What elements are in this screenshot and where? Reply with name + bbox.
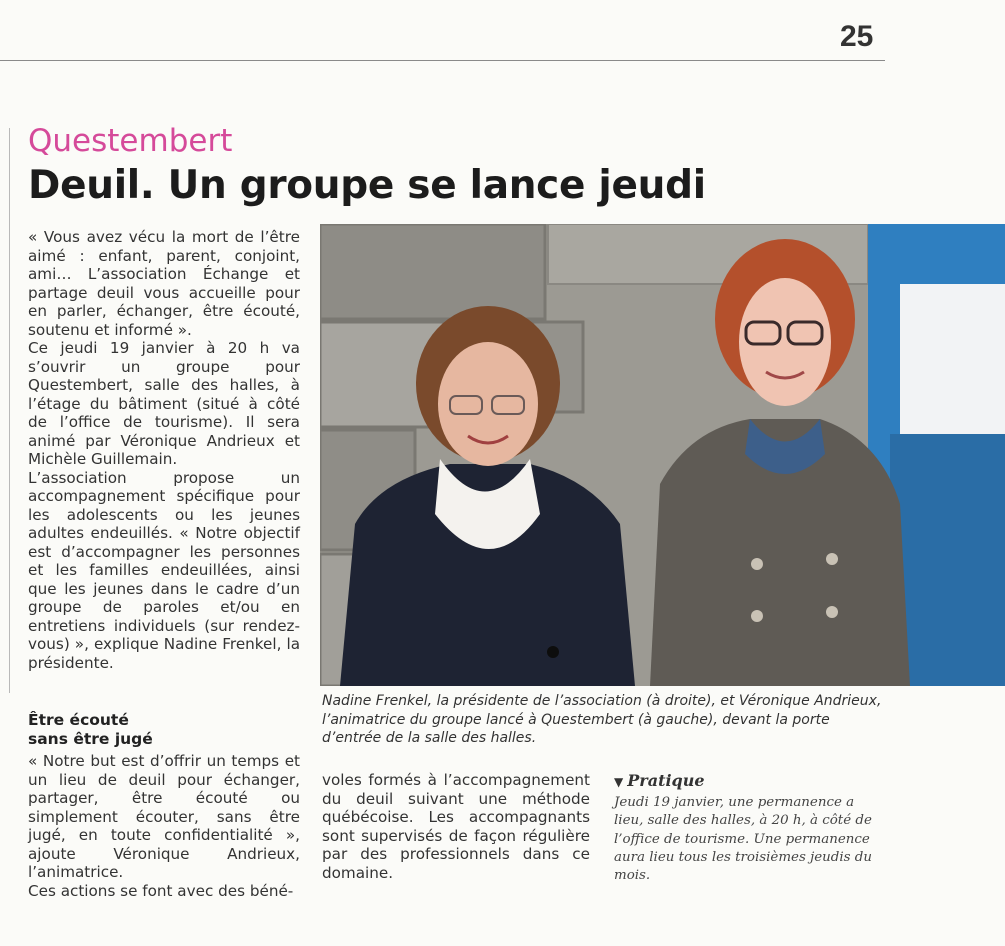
top-rule (0, 60, 885, 61)
section2-paragraph-2: Ces actions se font avec des béné- (28, 881, 294, 900)
section2-column (28, 752, 300, 900)
subheading-line-2: sans être jugé (28, 730, 153, 748)
left-column-rule (9, 128, 10, 693)
article-photo (320, 224, 1005, 686)
subheading-line-1: Être écouté (28, 711, 129, 729)
pratique-heading (614, 771, 705, 790)
column2-text: voles formés à l’accompagnement du deuil suivant une méthode québécoise. Les accompagnants sont supervisés de façon régulière par des professionnels dans ce domaine. (322, 771, 590, 882)
intro-paragraph-2: Ce jeudi 19 janvier à 20 h va s’ouvrir un groupe pour Questembert, salle des halles, à l’étage du bâtiment (situé à côté de l’office de tourisme). Il sera animé par Véronique Andrieux et Michèle Guillemain. (28, 339, 300, 468)
photo-illustration (320, 224, 1005, 686)
pratique-text: Jeudi 19 janvier, une permanence a lieu, salle des halles, à 20 h, à côté de l’office de tourisme. Une permanence aura lieu tous les troisièmes jeudis du mois. (614, 795, 872, 884)
photo-caption: Nadine Frenkel, la présidente de l’association (à droite), et Véronique Andrieux, l’animatrice du groupe lancé à Questembert (à gauche), devant la porte d’entrée de la salle des halles. (322, 693, 882, 746)
subheading (28, 711, 153, 749)
section2-paragraph-1: « Notre but est d’offrir un temps et un lieu de deuil pour échanger, partager, être écouté ou simplement écouter, sans être jugé, en toute confidentialité », ajoute Véronique Andrieux, l’animatrice. (28, 752, 300, 881)
pratique-title: Pratique (627, 771, 705, 790)
intro-paragraph-3: L’association propose un accompagnement spécifique pour les adolescents ou les jeunes adultes endeuillés. « Notre objectif est d’accompagner les personnes et les familles endeuillées, ainsi que les jeunes dans le cadre d’un groupe de paroles et/ou en entretiens individuels (sur rendez-vous) », explique Nadine Frenkel, la présidente. (28, 468, 300, 672)
second-column (322, 771, 590, 882)
triangle-down-icon: ▼ (614, 775, 624, 789)
intro-column (28, 228, 300, 672)
intro-paragraph-1: « Vous avez vécu la mort de l’être aimé : enfant, parent, conjoint, ami… L’association Échange et partage deuil vous accueille pour en parler, échanger, être écouté, soutenu et informé ». (28, 228, 300, 339)
section-title: Questembert (28, 123, 233, 159)
headline: Deuil. Un groupe se lance jeudi (28, 163, 706, 208)
page-number: 25 (840, 20, 874, 53)
